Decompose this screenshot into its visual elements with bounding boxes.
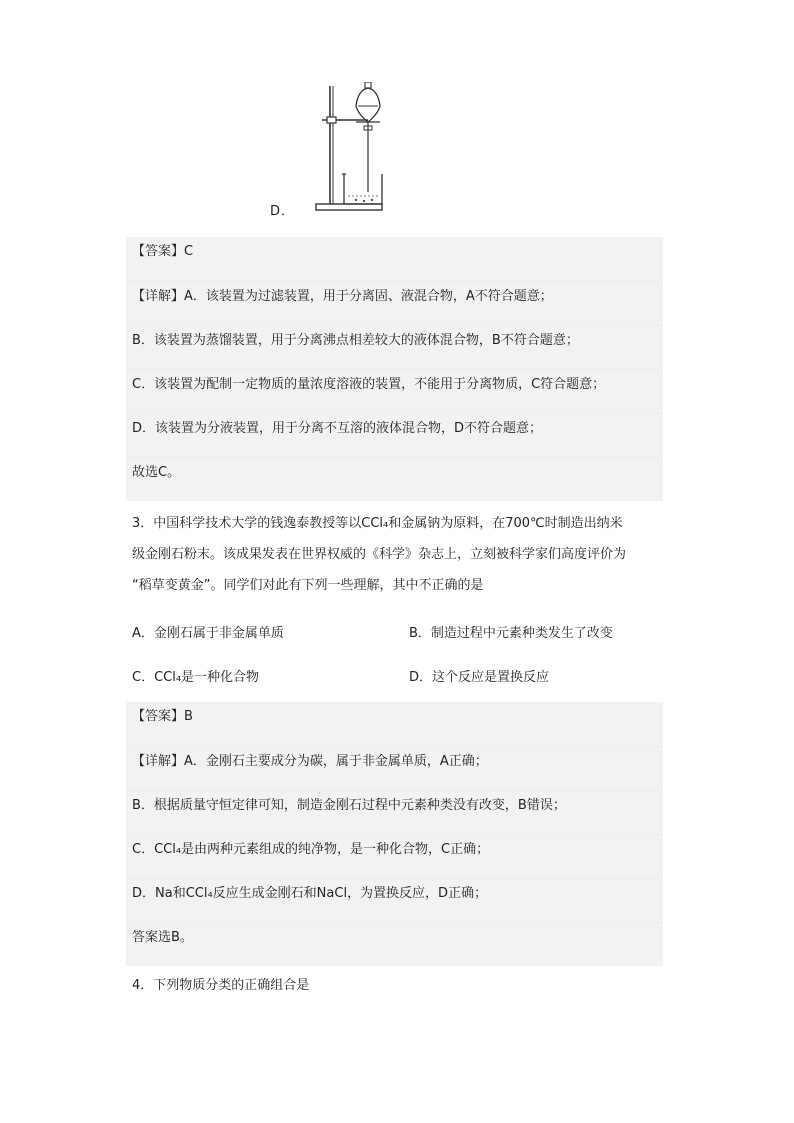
option-c: C．CCl₄是一种化合物 [132, 670, 260, 685]
question-line: “稻草变黄金”。同学们对此有下列一些理解，其中不正确的是 [132, 578, 484, 593]
explanation-line: B．根据质量守恒定律可知，制造金刚石过程中元素种类没有改变，B错误； [126, 790, 663, 834]
option-b: B．制造过程中元素种类发生了改变 [409, 626, 613, 641]
answer-line: 【答案】B [132, 709, 193, 724]
question-line: 3．中国科学技术大学的钱逸泰教授等以CCl₄和金属钠为原料，在700℃时制造出纳米 [132, 516, 623, 531]
conclusion-line: 故选C。 [126, 457, 663, 501]
explanation-line: B．该装置为蒸馏装置，用于分离沸点相差较大的液体混合物，B不符合题意； [126, 325, 663, 369]
option-a: A．金刚石属于非金属单质 [132, 626, 284, 641]
question-line: 级金刚石粉末。该成果发表在世界权威的《科学》杂志上，立刻被科学家们高度评价为 [132, 547, 627, 562]
figure-option-label: D． [270, 204, 296, 219]
option-d: D．这个反应是置换反应 [409, 670, 550, 685]
answer-line: 【答案】C [132, 244, 194, 259]
separatory-funnel-apparatus-figure [312, 82, 412, 214]
question-4-stem: 4．下列物质分类的正确组合是 [132, 978, 310, 993]
explanation-line: 【详解】A．金刚石主要成分为碳，属于非金属单质，A正确； [126, 746, 663, 790]
conclusion-line: 答案选B。 [126, 922, 663, 966]
question-3-stem [132, 508, 672, 601]
answer-block-q3 [126, 702, 663, 966]
explanation-line: C．CCl₄是由两种元素组成的纯净物，是一种化合物，C正确； [126, 834, 663, 878]
explanation-line: C．该装置为配制一定物质的量浓度溶液的装置，不能用于分离物质，C符合题意； [126, 369, 663, 413]
answer-block-q2 [126, 237, 663, 501]
explanation-line: D．该装置为分液装置，用于分离不互溶的液体混合物，D不符合题意； [126, 413, 663, 457]
explanation-line: D．Na和CCl₄反应生成金刚石和NaCl，为置换反应，D正确； [126, 878, 663, 922]
explanation-line: 【详解】A．该装置为过滤装置，用于分离固、液混合物，A不符合题意； [126, 281, 663, 325]
